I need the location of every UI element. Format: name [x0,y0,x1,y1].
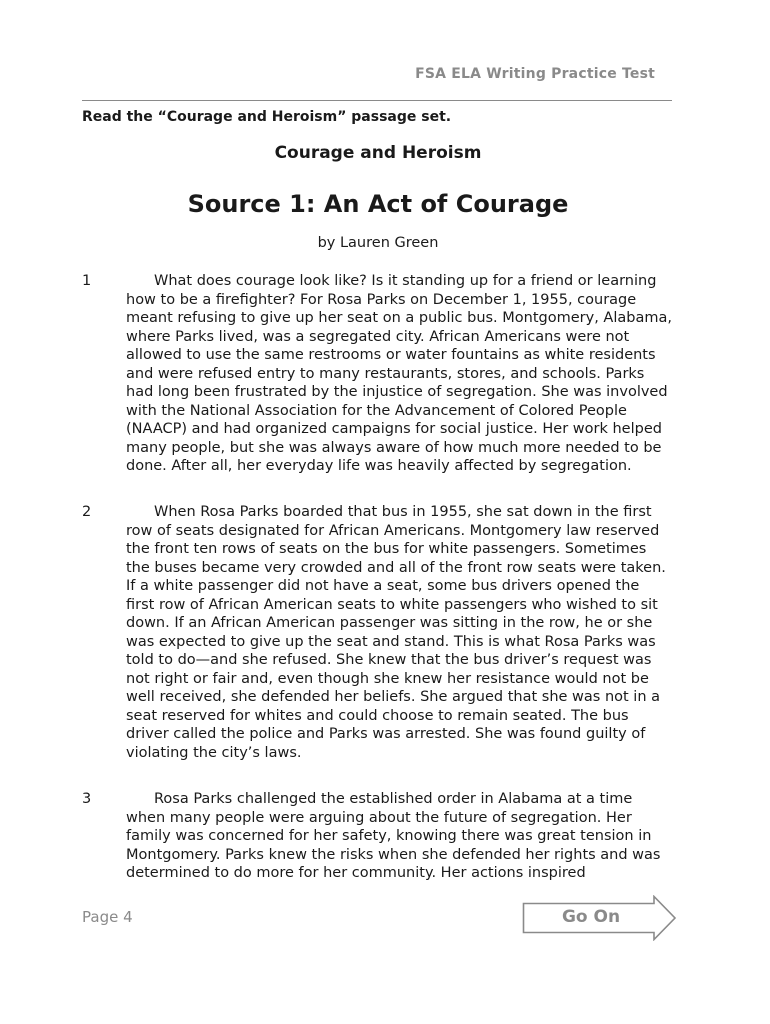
paragraph-text: When Rosa Parks boarded that bus in 1955, she sat down in the first row of seats designated for African Americans. Montgomery law reserved the front ten rows of seats on the bus for white passengers. Sometimes the buses became very crowded and all of the front row seats were taken. If a white passenger did not have a seat, some bus drivers opened the first row of African American seats to white passengers who wished to sit down. If an African American passenger was sitting in the row, he or she was expected to give up the seat and stand. This is what Rosa Parks was told to do—and she refused. She knew that the bus driver’s request was not right or fair and, even though she knew her resistance would not be well received, she defended her beliefs. She argued that she was not in a seat reserved for whites and could choose to remain seated. The bus driver called the police and Parks was arrested. She was found guilty of violating the city’s laws. [126,504,666,761]
go-on-label: Go On [561,907,621,927]
paragraph-number: 2 [82,504,92,520]
source-title: Source 1: An Act of Courage [187,190,569,218]
paragraph-3 [82,790,672,883]
paragraph-text: What does courage look like? Is it standing up for a friend or learning how to be a firefighter? For Rosa Parks on December 1, 1955, courage meant refusing to give up her seat on a public bus. Montgomery, Alabama, where Parks lived, was a segregated city. African Americans were not allowed to use the same restrooms or water fountains as white residents and were refused entry to many restaurants, stores, and schools. Parks had long been frustrated by the injustice of segregation. She was involved with the National Association for the Advancement of Colored People (NAACP) and had organized campaigns for social justice. Her work helped many people, but she was always aware of how much more needed to be done. After all, her everyday life was heavily affected by segregation. [126,273,672,474]
paragraph-number: 3 [82,791,92,807]
passage-set-title: Courage and Heroism [274,143,482,163]
instruction-text: Read the “Courage and Heroism” passage set. [82,109,452,125]
paragraph-2 [82,503,672,762]
paragraph-1 [82,272,672,476]
page-header-title: FSA ELA Writing Practice Test [415,66,655,82]
page-number: Page 4 [82,908,133,926]
go-on-button[interactable] [522,895,677,941]
paragraph-text: Rosa Parks challenged the established order in Alabama at a time when many people were arguing about the future of segregation. Her family was concerned for her safety, knowing there was great tension in Montgomery. Parks knew the risks when she defended her rights and was determined to do more for her community. Her actions inspired [126,791,661,881]
author-byline: by Lauren Green [317,235,439,251]
paragraph-number: 1 [82,273,92,289]
header-divider [82,100,672,101]
